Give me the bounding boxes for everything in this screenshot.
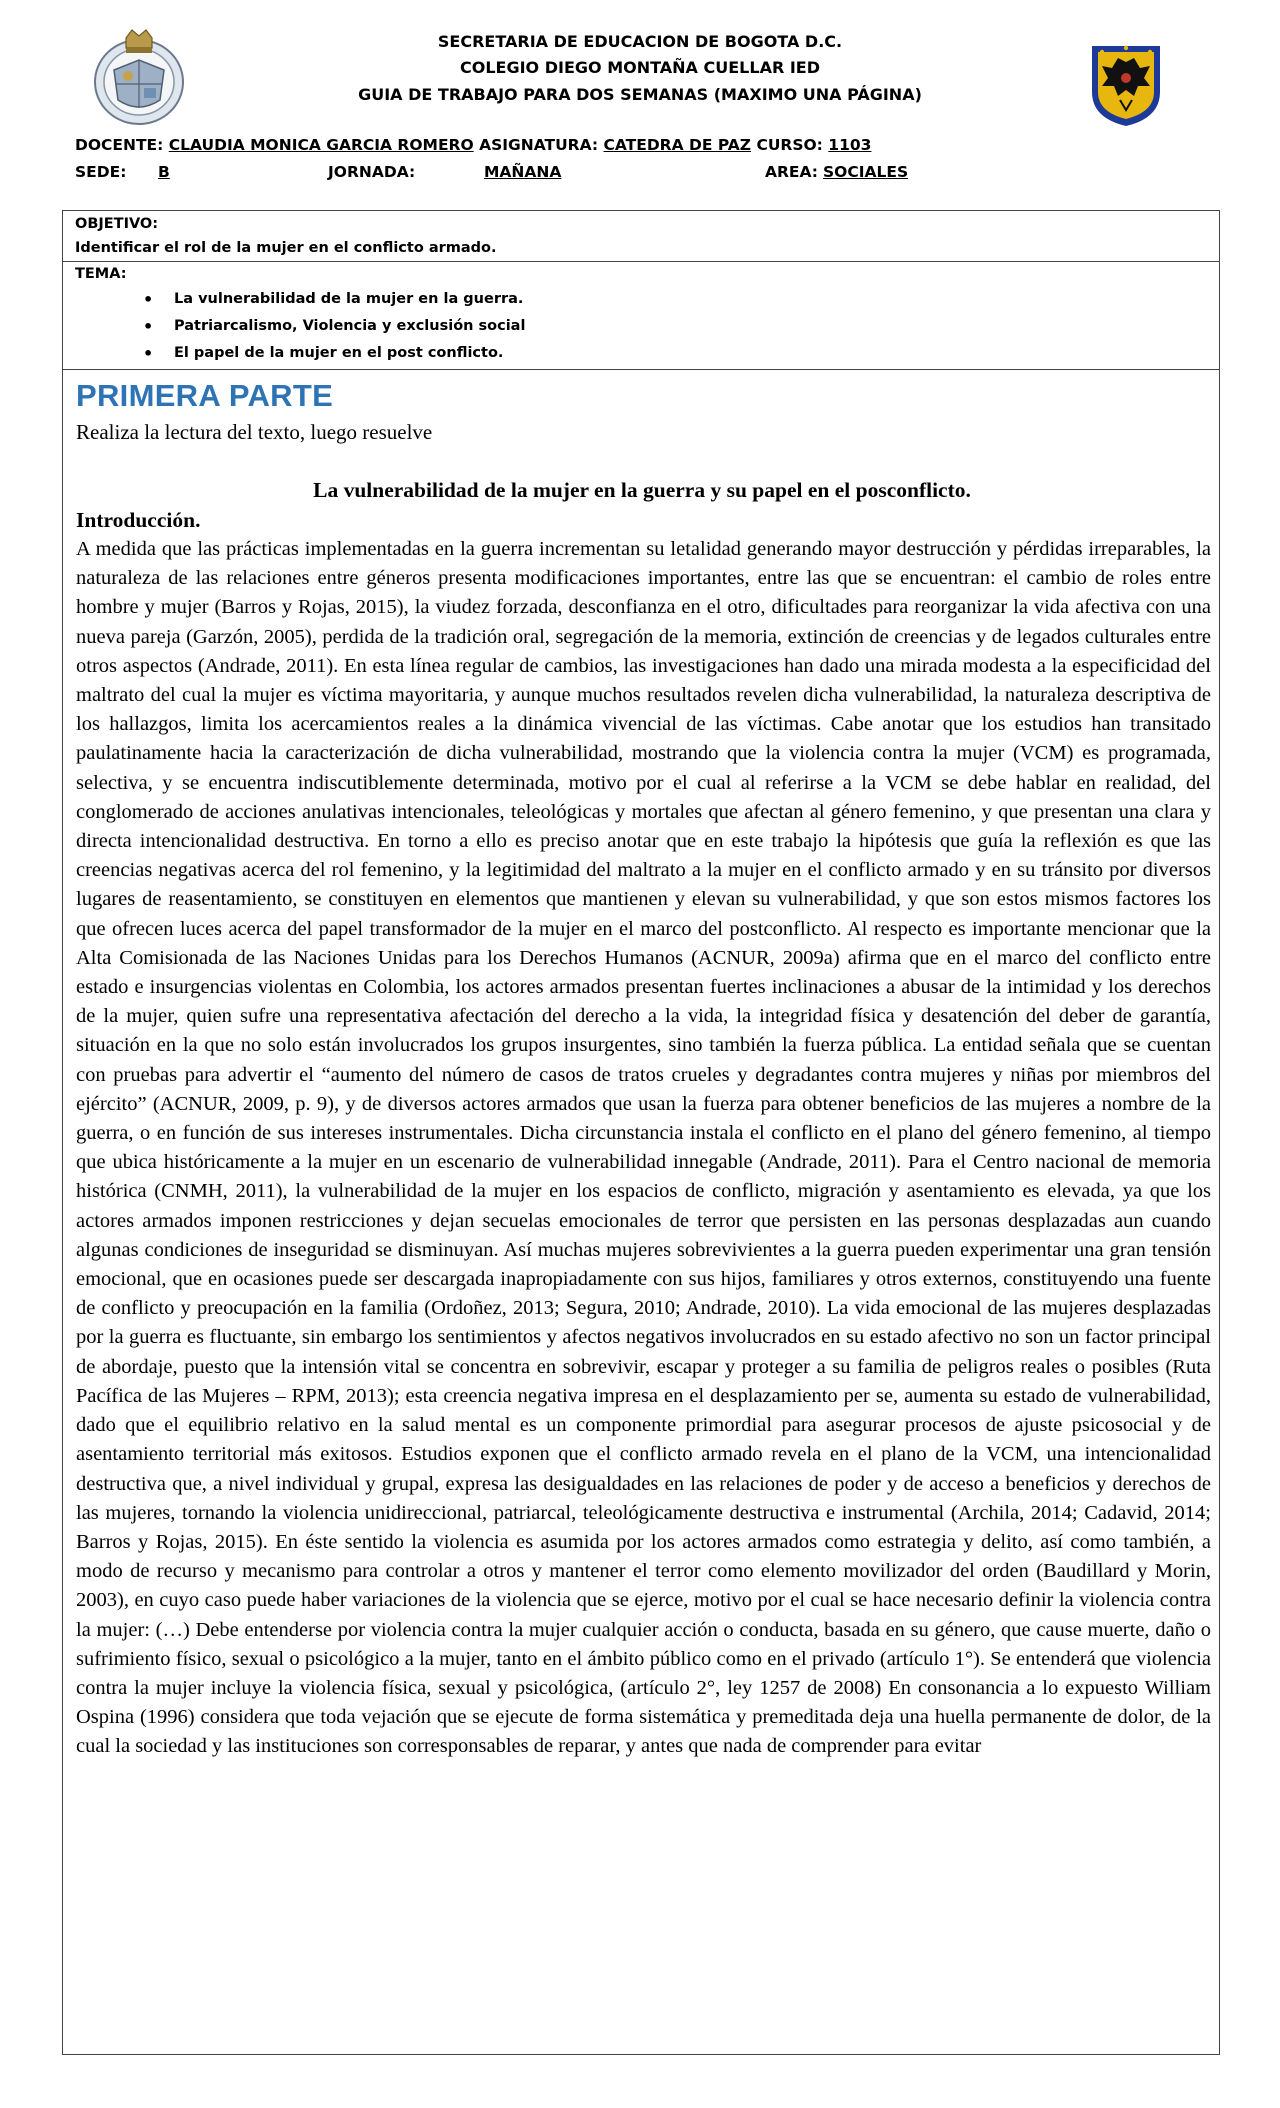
article-title: La vulnerabilidad de la mujer en la guerra y su papel en el posconflicto. (313, 478, 971, 502)
objetivo-text: Identificar el rol de la mujer en el conflicto armado. (75, 240, 497, 256)
tema-item: • El papel de la mujer en el post conflicto. (143, 340, 525, 367)
header-guia: GUIA DE TRABAJO PARA DOS SEMANAS (MAXIMO UNA PÁGINA) (358, 85, 922, 104)
tema-item: • La vulnerabilidad de la mujer en la guerra. (143, 286, 525, 313)
area-label: AREA: (765, 163, 819, 181)
asignatura-value: CATEDRA DE PAZ (603, 136, 752, 154)
tema-box (62, 262, 1220, 370)
curso-label: CURSO: (756, 136, 823, 154)
reading-box (62, 369, 1220, 2055)
bogota-coat-of-arms-icon (1088, 40, 1164, 128)
school-crest-icon (86, 22, 192, 128)
docente-label: DOCENTE: (75, 136, 164, 154)
area-value: SOCIALES (823, 163, 909, 181)
curso-value: 1103 (828, 136, 872, 154)
tema-label: TEMA: (75, 266, 127, 282)
info-row-docente (75, 134, 871, 156)
sede-label: SEDE: (75, 163, 127, 181)
objetivo-label: OBJETIVO: (75, 216, 159, 232)
asignatura-label: ASIGNATURA: (479, 136, 599, 154)
article-body: A medida que las prácticas implementadas en la guerra incrementan su letalidad generando mayor destrucción y pérdidas irreparables, la naturaleza de las relaciones entre géneros presenta modificaciones importantes, entre las que se encuentran: el cambio de roles entre hombre y mujer (Barros y Rojas, 2015), la viudez forzada, desconfianza en el otro, dificultades para reorganizar la vida afectiva con una nueva pareja (Garzón, 2005), perdida de la tradición oral, segregación de la memoria, extinción de creencias y de legados culturales entre otros aspectos (Andrade, 2011). En esta línea regular de cambios, las investigaciones han dado una mirada modesta a la especificidad del maltrato del cual la mujer es víctima mayoritaria, y aunque muchos resultados revelen dicha vulnerabilidad, la naturaleza descriptiva de los hallazgos, limita los acercamientos reales a la dinámica vivencial de las víctimas. Cabe anotar que los estudios han transitado paulatinamente hacia la caracterización de dicha vulnerabilidad, mostrando que la violencia contra la mujer (VCM) es programada, selectiva, y se encuentra indiscutiblemente determinada, motivo por el cual al referirse a la VCM se debe hablar en realidad, del conglomerado de acciones anulativas intencionales, teleológicas y mortales que afectan al género femenino, y que presentan una clara y directa intencionalidad destructiva. En torno a ello es preciso anotar que en este trabajo la hipótesis que guía la reflexión es que las creencias negativas acerca del rol femenino, y la legitimidad del maltrato a la mujer en el conflicto armado y en su tránsito por diversos lugares de reasentamiento, se constituyen en elementos que mantienen y elevan su vulnerabilidad, y que son estos mismos factores los que ofrecen luces acerca del papel transformador de la mujer en el marco del postconflicto. Al respecto es importante mencionar que la Alta Comisionada de las Naciones Unidas para los Derechos Humanos (ACNUR, 2009a) afirma que en el marco del conflicto entre estado e insurgencias violentas en Colombia, los actores armados presentan fuertes inclinaciones a abusar de la intimidad y los derechos de la mujer, quien sufre una representativa afectación del derecho a la vida, la integridad física y desatención del deber de garantía, situación en la que no solo están involucrados los grupos insurgentes, sino también la fuerza pública. La entidad señala que se cuentan con pruebas para advertir el “aumento del número de casos de tratos crueles y degradantes contra mujeres y niñas por miembros del ejército” (ACNUR, 2009, p. 9), y de diversos actores armados que usan la fuerza para obtener beneficios de las mujeres a nombre de la guerra, o en función de sus intereses instrumentales. Dicha circunstancia instala el conflicto en el plano del género femenino, al tiempo que ubica históricamente a la mujer en un escenario de vulnerabilidad innegable (Andrade, 2011). Para el Centro nacional de memoria histórica (CNMH, 2011), la vulnerabilidad de la mujer en los espacios de conflicto, migración y asentamiento es elevada, ya que los actores armados imponen restricciones y dejan secuelas emocionales de terror que persisten en las personas desplazadas aun cuando algunas condiciones de inseguridad se disminuyan. Así muchas mujeres sobrevivientes a la guerra pueden experimentar una gran tensión emocional, que en ocasiones puede ser descargada inapropiadamente con sus hijos, familiares y otros externos, constituyendo una fuente de conflicto y preocupación en la familia (Ordoñez, 2013; Segura, 2010; Andrade, 2010). La vida emocional de las mujeres desplazadas por la guerra es fluctuante, sin embargo los sentimientos y afectos negativos involucrados en su estado afectivo no son un factor principal de abordaje, puesto que la intensión vital se concentra en sobrevivir, escapar y proteger a su familia de peligros reales o posibles (Ruta Pacífica de las Mujeres – RPM, 2013); esta creencia negativa impresa en el desplazamiento per se, aumenta su estado de vulnerabilidad, dado que el equilibrio relativo en la salud mental es un componente primordial para asegurar procesos de ajuste psicosocial y de asentamiento territorial más exitosos. Estudios exponen que el conflicto armado revela en el plano de la VCM, una intencionalidad destructiva que, a nivel individual y grupal, expresa las desigualdades en las relaciones de poder y de acceso a beneficios y derechos de las mujeres, tornando la violencia unidireccional, patriarcal, teleológicamente destructiva e instrumental (Archila, 2014; Cadavid, 2014; Barros y Rojas, 2015). En éste sentido la violencia es asumida por los actores armados como estrategia y delito, así como también, a modo de recurso y mecanismo para controlar a otros y mantener el terror como elemento movilizador del orden (Baudillard y Morin, 2003), en cuyo caso puede haber variaciones de la violencia que se ejerce, motivo por el cual se hace necesario definir la violencia contra la mujer: (…) Debe entenderse por violencia contra la mujer cualquier acción o conducta, basada en su género, que cause muerte, daño o sufrimiento físico, sexual o psicológico a la mujer, tanto en el ámbito público como en el privado (artículo 1°). Se entenderá que violencia contra la mujer incluye la violencia física, sexual y psicológica, (artículo 2°, ley 1257 de 2008) En consonancia a lo expuesto William Ospina (1996) considera que toda vejación que se ejecute de forma sistemática y premeditada deja una huella permanente de dolor, de la cual la sociedad y las instituciones son corresponsables de reparar, y antes que nada de comprender para evitar (76, 538, 1211, 1758)
instruction-text: Realiza la lectura del texto, luego resuelve (76, 420, 433, 444)
jornada-value: MAÑANA (484, 163, 562, 181)
sede-value: B (158, 163, 170, 181)
header-secretaria: SECRETARIA DE EDUCACION DE BOGOTA D.C. (437, 32, 843, 51)
tema-list (143, 286, 525, 367)
objetivo-box (62, 210, 1220, 262)
jornada-label: JORNADA: (328, 163, 416, 181)
tema-item: • Patriarcalismo, Violencia y exclusión social (143, 313, 525, 340)
intro-heading: Introducción. (76, 508, 201, 532)
docente-value: CLAUDIA MONICA GARCIA ROMERO (168, 136, 474, 154)
section-heading: PRIMERA PARTE (76, 378, 334, 413)
header-colegio: COLEGIO DIEGO MONTAÑA CUELLAR IED (460, 58, 820, 77)
